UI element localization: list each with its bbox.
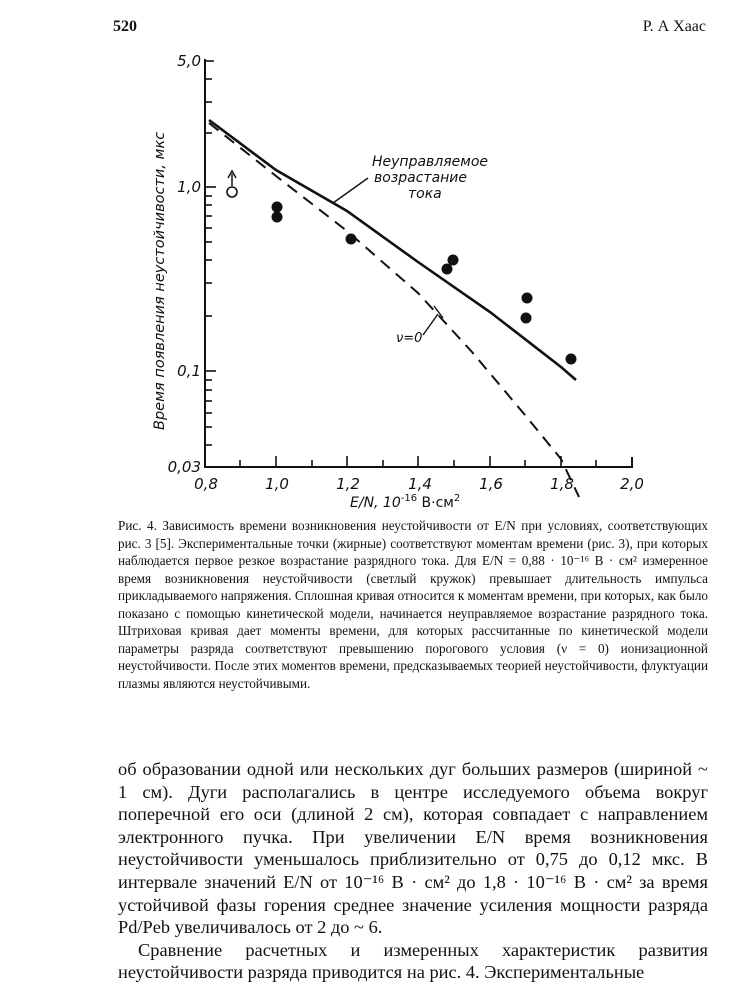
- figure-caption: [118, 517, 708, 692]
- data-point: [272, 202, 283, 213]
- caption-text: Рис. 4. Зависимость времени возникновения неустойчивости от E/N при условиях, соответствующих рис. 3 [5]. Экспериментальные точки (жирные) соответствуют моментам времени (рис. 3), при которых наблюдается первое резкое возрастание разрядного тока. Для E/N = 0,88 · 10⁻¹⁶ В · см² измеренное время возникновения неустойчивости (светлый кружок) превышает длительность импульса прикладываемого напряжения. Сплошная кривая относится к моментам времени, при которых, как было показано с помощью кинетической модели, начинается неуправляемое возрастание разрядного тока. Штриховая кривая дает моменты времени, для которых рассчитанные по кинетической модели параметры разряда соответствуют превышению порогового условия (ν = 0) ионизационной неустойчивости. После этих моментов времени, предсказываемых теорией неустойчивости, флуктуации плазмы являются неустойчивыми.: [118, 518, 708, 691]
- y-axis-label: Время появления неустойчивости, мкс: [152, 131, 168, 430]
- data-point: [346, 234, 357, 245]
- body-text: [118, 758, 708, 984]
- annotation-uncontrolled-line2: возрастание: [374, 170, 468, 186]
- data-point: [566, 354, 577, 365]
- data-point: [442, 264, 453, 275]
- x-tick-label-1-4: 1,4: [408, 475, 432, 493]
- experimental-points: [272, 202, 577, 365]
- running-head-author: Р. А Хаас: [642, 18, 706, 35]
- y-tick-label-1: 1,0: [177, 178, 201, 196]
- x-tick-label-0-8: 0,8: [194, 475, 218, 493]
- annotation-leader-solid: [333, 178, 368, 203]
- y-tick-label-0-03: 0,03: [167, 458, 201, 476]
- page-number: 520: [113, 18, 137, 35]
- open-data-point: [227, 187, 237, 197]
- x-tick-label-1-8: 1,8: [550, 475, 574, 493]
- data-point: [521, 313, 532, 324]
- x-tick-label-1-0: 1,0: [265, 475, 289, 493]
- data-point: [522, 293, 533, 304]
- x-tick-label-1-6: 1,6: [479, 475, 503, 493]
- annotation-nu-zero: ν=0: [396, 331, 423, 346]
- x-tick-label-1-2: 1,2: [336, 475, 360, 493]
- annotation-uncontrolled-line1: Неуправляемое: [372, 154, 489, 170]
- y-tick-label-5: 5,0: [177, 52, 201, 70]
- body-paragraph-1: об образовании одной или нескольких дуг больших размеров (шириной ~ 1 см). Дуги располагались в центре исследуемого объема вокруг поперечной его оси (длиной 2 см), которая совпадает с направлением электронного пучка. При увеличении E/N время возникновения неустойчивости уменьшалось приблизительно от 0,75 до 0,12 мкс. В интервале значений E/N от 10⁻¹⁶ В · см² до 1,8 · 10⁻¹⁶ В · см² за время устойчивой фазы горения среднее значение усиления мощности разряда Pd/Peb увеличивалось от 2 до ~ 6.: [118, 759, 708, 938]
- y-tick-label-0-1: 0,1: [177, 362, 201, 380]
- data-point: [272, 212, 283, 223]
- data-point: [448, 255, 459, 266]
- open-point-with-arrow: [227, 171, 237, 197]
- x-axis-ticks: [240, 456, 596, 467]
- body-paragraph-2: Сравнение расчетных и измеренных характеристик развития неустойчивости разряда приводится на рис. 4. Экспериментальные: [118, 939, 708, 983]
- x-axis-label: E/N, $10^{-16}$ $В\cdot см^2$: [350, 493, 461, 510]
- annotation-uncontrolled-line3: тока: [408, 186, 442, 202]
- annotation-leader-nu: [423, 306, 443, 335]
- x-tick-label-2-0: 2,0: [620, 475, 644, 493]
- y-axis-ticks: [205, 61, 216, 445]
